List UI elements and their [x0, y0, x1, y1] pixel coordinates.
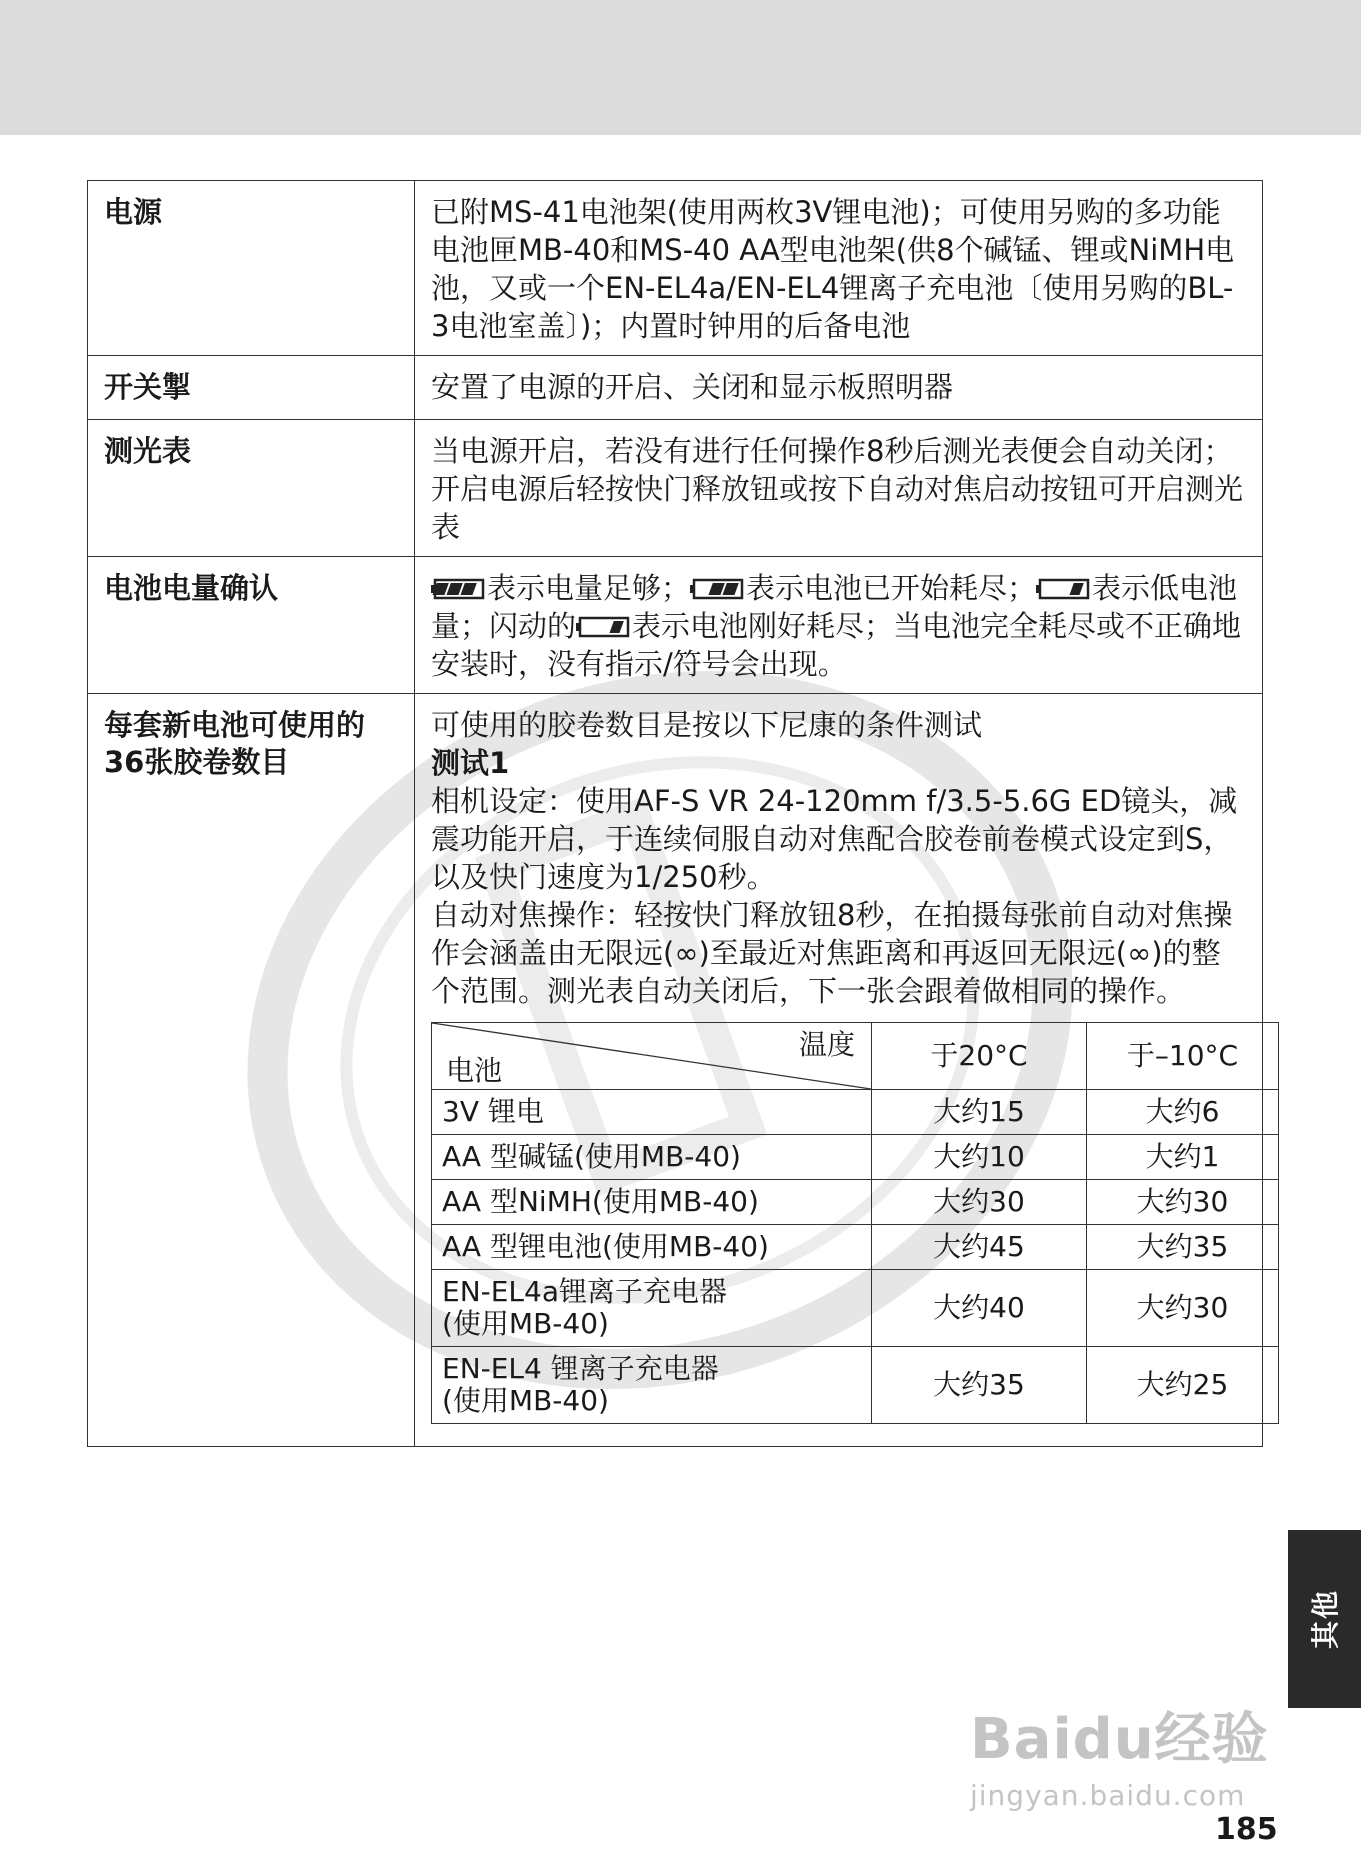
- spec-row-film-count: [88, 694, 1263, 1447]
- switch-value: 安置了电源的开启、关闭和显示板照明器: [415, 356, 1263, 420]
- table-row: [432, 1090, 1279, 1135]
- table-row: [432, 1135, 1279, 1180]
- header-temperature: 温度: [798, 1028, 855, 1061]
- power-label: 电源: [88, 181, 415, 356]
- spec-table: [87, 180, 1263, 1447]
- spec-row-switch: [88, 356, 1263, 420]
- meter-label: 测光表: [88, 420, 415, 557]
- power-value: 已附MS-41电池架(使用两枚3V锂电池)；可使用另购的多功能电池匣MB-40和MS-40 AA型电池架(供8个碱锰、锂或NiMH电池，又或一个EN-EL4a/EN-EL4锂离子充电池〔使用另购的BL-3电池室盖〕)；内置时钟用的后备电池: [415, 181, 1263, 356]
- header-battery: 电池: [446, 1054, 503, 1087]
- af-operation-text: 自动对焦操作：轻按快门释放钮8秒，在拍摄每张前自动对焦操作会涵盖由无限远(∞)至最近对焦距离和再返回无限远(∞)的整个范围。测光表自动关闭后，下一张会跟着做相同的操作。: [431, 898, 1233, 1008]
- battery-low-icon: [1036, 577, 1090, 601]
- spec-row-meter: [88, 420, 1263, 557]
- switch-label: 开关掣: [88, 356, 415, 420]
- table-row: [432, 1270, 1279, 1347]
- count-minus10c: 大约30: [1087, 1270, 1279, 1347]
- count-minus10c: 大约6: [1087, 1090, 1279, 1135]
- baidu-watermark: [970, 1695, 1270, 1812]
- battery-type: AA 型碱锰(使用MB-40): [432, 1135, 872, 1180]
- meter-value: 当电源开启，若没有进行任何操作8秒后测光表便会自动关闭；开启电源后轻按快门释放钮或按下自动对焦启动按钮可开启测光表: [415, 420, 1263, 557]
- battery-mid-text: 表示电池已开始耗尽；: [746, 571, 1037, 605]
- battery-low-text: 表示低电池量；闪动的: [431, 571, 1238, 643]
- spec-row-power: [88, 181, 1263, 356]
- battery-mid-icon: [690, 577, 744, 601]
- battery-type-line1: EN-EL4a锂离子充电器: [442, 1275, 728, 1308]
- page-number: 185: [1215, 1812, 1278, 1847]
- battery-type-line2: (使用MB-40): [442, 1384, 609, 1417]
- test-intro: 可使用的胶卷数目是按以下尼康的条件测试: [431, 708, 983, 742]
- battery-type: AA 型锂电池(使用MB-40): [432, 1225, 872, 1270]
- header-20c: 于20°C: [872, 1023, 1087, 1090]
- battery-type: [432, 1270, 872, 1347]
- count-20c: 大约35: [872, 1347, 1087, 1424]
- watermark-url: jingyan.baidu.com: [970, 1779, 1246, 1812]
- header-minus10c: 于–10°C: [1087, 1023, 1279, 1090]
- battery-type: [432, 1347, 872, 1424]
- table-row: [432, 1180, 1279, 1225]
- battery-type: 3V 锂电: [432, 1090, 872, 1135]
- battery-type-line1: EN-EL4 锂离子充电器: [442, 1352, 719, 1385]
- battery-type-line2: (使用MB-40): [442, 1307, 609, 1340]
- battery-check-value: [415, 557, 1263, 694]
- count-minus10c: 大约35: [1087, 1225, 1279, 1270]
- count-minus10c: 大约1: [1087, 1135, 1279, 1180]
- film-count-value: [415, 694, 1263, 1447]
- top-gray-band: [0, 0, 1361, 135]
- spec-row-battery-check: [88, 557, 1263, 694]
- battery-full-text: 表示电量足够；: [487, 571, 691, 605]
- test-heading: 测试1: [431, 746, 510, 780]
- test-results-table: [431, 1022, 1279, 1424]
- count-20c: 大约30: [872, 1180, 1087, 1225]
- table-row: [432, 1225, 1279, 1270]
- test-header-row: [432, 1023, 1279, 1090]
- battery-flash-text: 表示电池刚好耗尽；当电池完全耗尽或不正确地安装时，没有指示/符号会出现。: [431, 609, 1242, 681]
- battery-check-label: 电池电量确认: [88, 557, 415, 694]
- diagonal-header-cell: [432, 1023, 872, 1090]
- watermark-brand: Baidu经验: [970, 1707, 1269, 1772]
- count-minus10c: 大约25: [1087, 1347, 1279, 1424]
- film-count-label: 每套新电池可使用的36张胶卷数目: [88, 694, 415, 1447]
- battery-full-icon: [431, 577, 485, 601]
- section-tab: [1288, 1530, 1361, 1708]
- battery-type: AA 型NiMH(使用MB-40): [432, 1180, 872, 1225]
- count-20c: 大约10: [872, 1135, 1087, 1180]
- count-20c: 大约40: [872, 1270, 1087, 1347]
- camera-settings-text: 相机设定：使用AF-S VR 24-120mm f/3.5-5.6G ED镜头，减震功能开启，于连续伺服自动对焦配合胶卷前卷模式设定到S，以及快门速度为1/250秒。: [431, 784, 1238, 894]
- battery-flash-icon: [576, 615, 630, 639]
- count-20c: 大约15: [872, 1090, 1087, 1135]
- section-tab-label: 其他: [1309, 1588, 1343, 1650]
- count-minus10c: 大约30: [1087, 1180, 1279, 1225]
- count-20c: 大约45: [872, 1225, 1087, 1270]
- table-row: [432, 1347, 1279, 1424]
